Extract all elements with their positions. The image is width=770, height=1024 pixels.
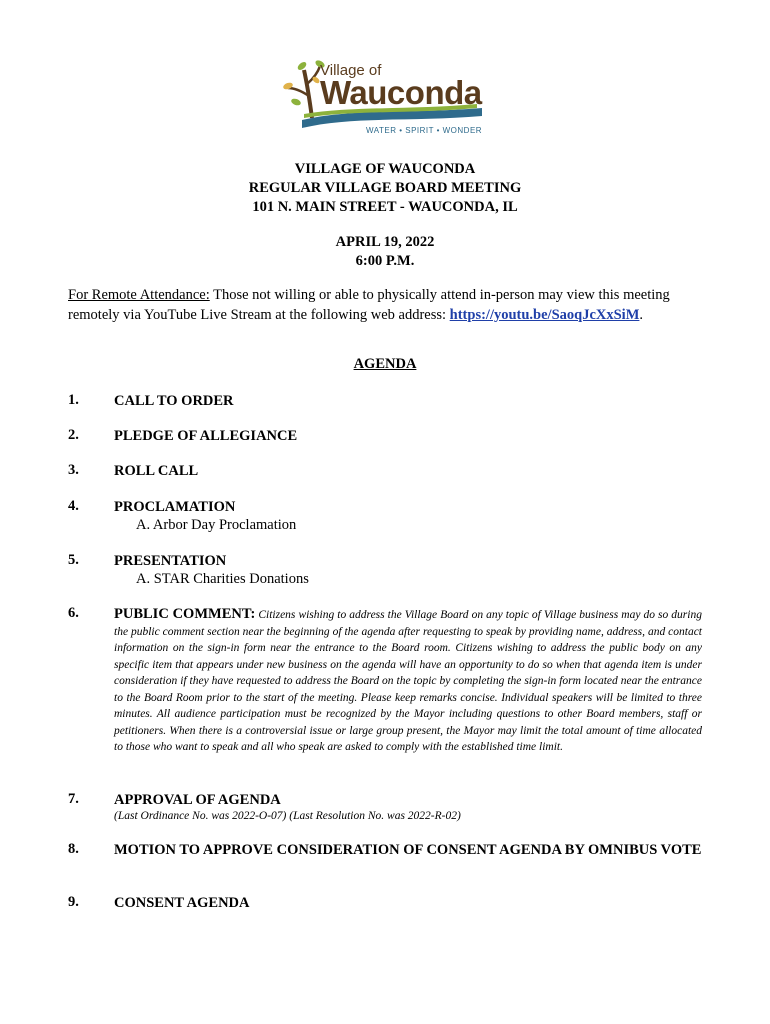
item-subitem: A. STAR Charities Donations: [136, 571, 309, 587]
logo-tagline: WATER • SPIRIT • WONDER: [366, 126, 483, 135]
item-number: 3.: [68, 462, 79, 478]
item-number: 5.: [68, 552, 79, 568]
youtube-link[interactable]: https://youtu.be/SaoqJcXxSiM: [449, 307, 640, 323]
item-title: APPROVAL OF AGENDA: [114, 792, 281, 808]
remote-label: For Remote Attendance:: [68, 287, 210, 303]
remote-text: Those not willing or able to physically attend in-person may view this meeting remotely via YouTube Live Stream at the following web address:: [68, 287, 670, 323]
item-number: 6.: [68, 605, 79, 621]
header-line-2: REGULAR VILLAGE BOARD MEETING: [248, 180, 522, 196]
meeting-datetime: [0, 233, 770, 271]
item-title: CALL TO ORDER: [114, 393, 234, 409]
meeting-date: APRIL 19, 2022: [335, 234, 435, 250]
logo-village-of: Village of: [320, 62, 382, 79]
header-line-1: VILLAGE OF WAUCONDA: [294, 161, 476, 177]
item-number: 9.: [68, 894, 79, 910]
header-line-3: 101 N. MAIN STREET - WAUCONDA, IL: [252, 199, 518, 215]
remote-attendance: [68, 285, 708, 325]
item-title: CONSENT AGENDA: [114, 895, 250, 911]
item-title: ROLL CALL: [114, 463, 199, 479]
remote-end: .: [639, 307, 644, 323]
item-subitem: A. Arbor Day Proclamation: [136, 517, 297, 533]
public-comment-note: Citizens wishing to address the Village Board on any topic of Village business may do so during the public comment section near the beginning of the agenda after requesting to speak by providing name, address, and contact information on the sign-in form near the entrance to the Board room. Citizens wishing to address the public body on any specific item that appears under new business on the agenda will have an opportunity to do so when that agenda item is under consideration if they have requested to address the Board on the topic by completing the sign-in form located near the entrance to the Board Room prior to the start of the meeting. Please keep remarks concise. Individual speakers will be limited to three minutes. All audience participation must be recognized by the Mayor including questions to other Board members, staff or petitioners. When there is a controversial issue or large group present, the Mayor may limit the total amount of time allocated to those who want to speak and all who speak are asked to comply with the established time limit.: [114, 609, 702, 753]
item-number: 2.: [68, 427, 79, 443]
meeting-time: 6:00 P.M.: [355, 253, 415, 269]
item-note: (Last Ordinance No. was 2022-O-07) (Last Resolution No. was 2022-R-02): [114, 810, 461, 822]
item-number: 8.: [68, 841, 79, 857]
village-logo: [282, 58, 492, 144]
item-number: 4.: [68, 498, 79, 514]
item-title: MOTION TO APPROVE CONSIDERATION OF CONSENT AGENDA BY OMNIBUS VOTE: [114, 842, 702, 858]
agenda-title: AGENDA: [353, 356, 417, 372]
item-title: PLEDGE OF ALLEGIANCE: [114, 428, 298, 444]
item-title: PRESENTATION: [114, 553, 227, 569]
item-number: 1.: [68, 392, 79, 408]
logo-name: Wauconda: [320, 74, 482, 111]
item-title: PUBLIC COMMENT:: [114, 606, 256, 622]
meeting-header: [0, 160, 770, 217]
item-number: 7.: [68, 791, 79, 807]
item-title: PROCLAMATION: [114, 499, 236, 515]
